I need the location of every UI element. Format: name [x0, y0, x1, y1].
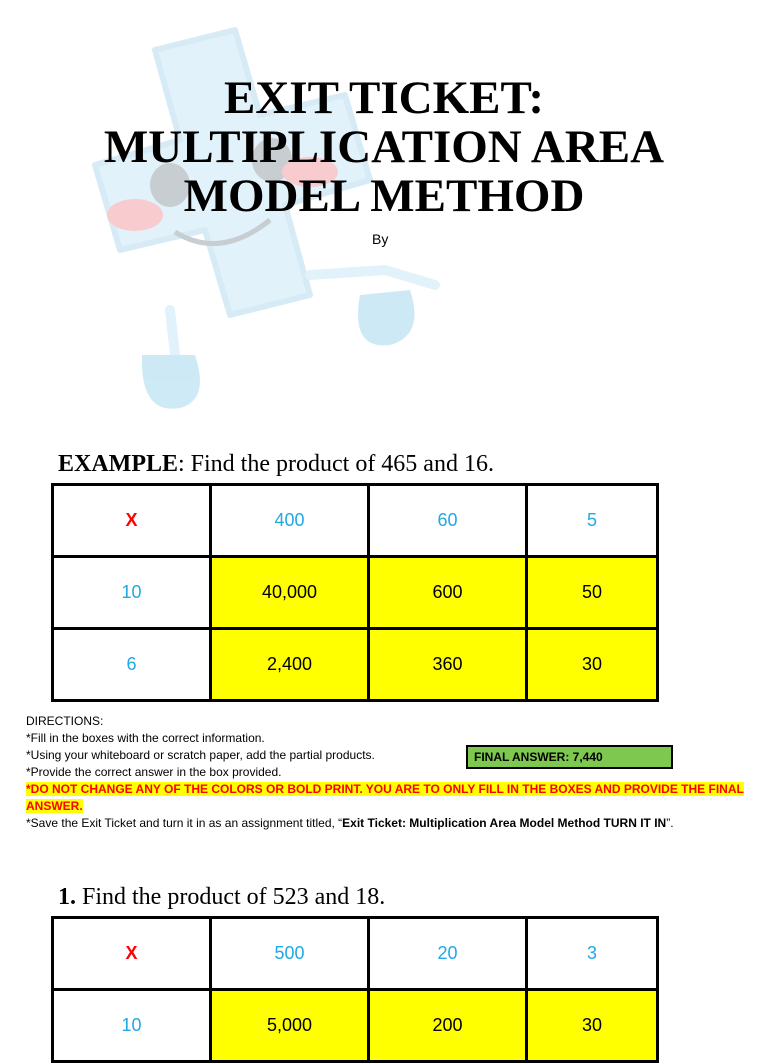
title-line-2: MULTIPLICATION AREA	[103, 121, 665, 173]
page-title	[0, 74, 768, 221]
directions-line: *Fill in the boxes with the correct information.	[26, 731, 265, 745]
save-instruction	[26, 815, 746, 832]
product-cell[interactable]: 600	[369, 557, 527, 629]
final-answer-box[interactable]: FINAL ANSWER: 7,440	[466, 745, 673, 769]
table-row	[53, 918, 658, 990]
example-area-model-table	[51, 483, 659, 702]
byline: By	[372, 231, 389, 247]
product-cell[interactable]: 5,000	[211, 990, 369, 1062]
product-cell[interactable]: 360	[369, 629, 527, 701]
multiply-x-cell: X	[53, 485, 211, 557]
column-header-cell: 5	[527, 485, 658, 557]
product-cell[interactable]: 30	[527, 990, 658, 1062]
product-cell[interactable]: 200	[369, 990, 527, 1062]
table-row	[53, 485, 658, 557]
directions-line: *Using your whiteboard or scratch paper, add the partial products.	[26, 748, 375, 762]
warning-text: *DO NOT CHANGE ANY OF THE COLORS OR BOLD PRINT. YOU ARE TO ONLY FILL IN THE BOXES AND PROVIDE THE FINAL ANSWER.	[26, 782, 744, 813]
table-row	[53, 990, 658, 1062]
example-prompt: : Find the product of 465 and 16.	[178, 451, 494, 477]
product-cell[interactable]: 30	[527, 629, 658, 701]
table-row	[53, 557, 658, 629]
column-header-cell: 60	[369, 485, 527, 557]
column-header-cell: 500	[211, 918, 369, 990]
directions	[26, 713, 746, 832]
product-cell[interactable]: 40,000	[211, 557, 369, 629]
product-cell[interactable]: 50	[527, 557, 658, 629]
problem-number: 1.	[58, 884, 76, 910]
save-prefix: *Save the Exit Ticket and turn it in as an assignment titled, “	[26, 816, 343, 830]
column-header-cell: 3	[527, 918, 658, 990]
row-header-cell: 10	[53, 990, 211, 1062]
product-cell[interactable]: 2,400	[211, 629, 369, 701]
problem-prompt: Find the product of 523 and 18.	[76, 884, 386, 910]
title-line-1: EXIT TICKET:	[224, 72, 544, 124]
table-row	[53, 629, 658, 701]
column-header-cell: 20	[369, 918, 527, 990]
row-header-cell: 6	[53, 629, 211, 701]
row-header-cell: 10	[53, 557, 211, 629]
problem-1-area-model-table	[51, 916, 659, 1063]
example-heading	[58, 450, 494, 478]
save-suffix: ”.	[666, 816, 674, 830]
directions-heading: DIRECTIONS:	[26, 714, 104, 728]
title-line-3: MODEL METHOD	[183, 170, 585, 222]
column-header-cell: 400	[211, 485, 369, 557]
example-label: EXAMPLE	[58, 451, 178, 477]
multiply-x-cell: X	[53, 918, 211, 990]
problem-1-heading	[58, 883, 385, 911]
directions-line: *Provide the correct answer in the box provided.	[26, 765, 282, 779]
assignment-title: Exit Ticket: Multiplication Area Model Method TURN IT IN	[342, 816, 667, 830]
